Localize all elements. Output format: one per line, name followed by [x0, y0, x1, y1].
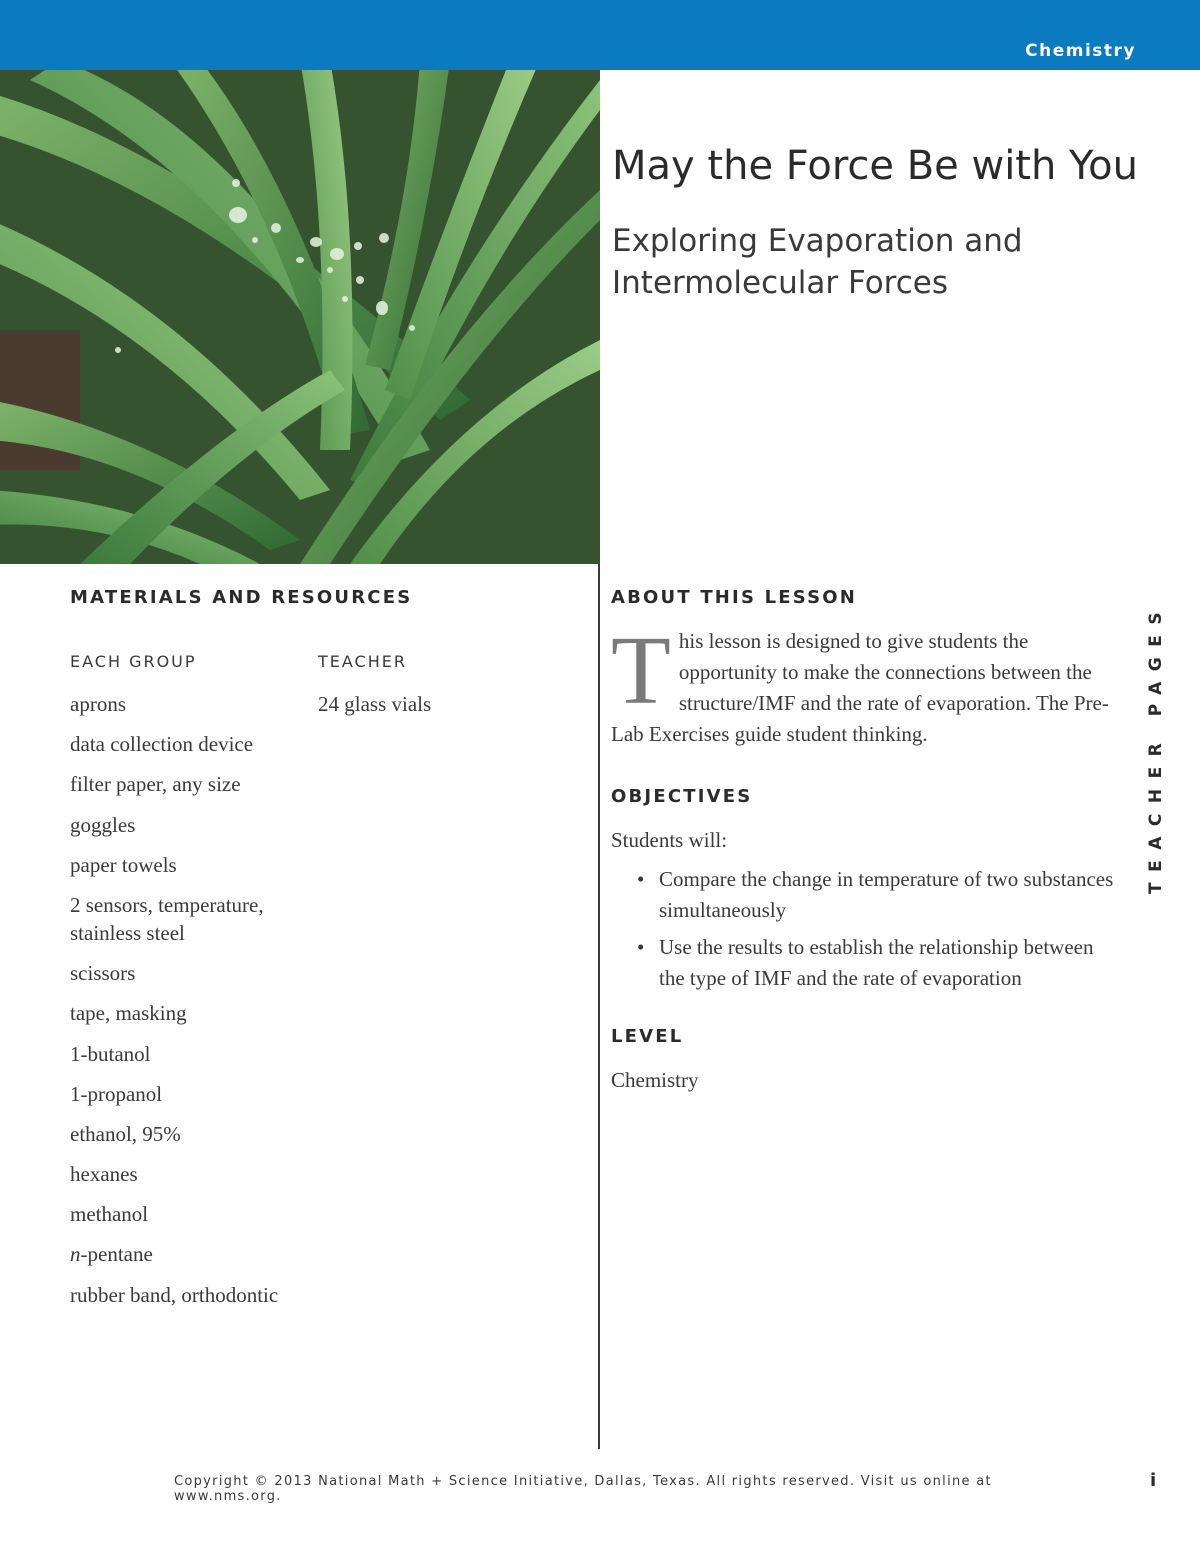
list-item: ethanol, 95%	[70, 1121, 181, 1146]
teacher-heading: TEACHER	[318, 652, 407, 671]
materials-heading: MATERIALS AND RESOURCES	[70, 587, 413, 608]
column-divider	[598, 564, 600, 1449]
header-bar	[0, 0, 1200, 70]
level-section	[611, 1026, 1116, 1096]
about-text-paragraph	[611, 617, 1116, 750]
title-block	[612, 138, 1172, 304]
teacher-pages-tab	[1146, 598, 1166, 898]
teacher-pages-label: TEACHER PAGES	[1146, 601, 1166, 894]
objectives-section	[611, 786, 1116, 994]
page-subtitle: Exploring Evaporation and Intermolecular Forces	[612, 223, 1023, 301]
list-item: • Compare the change in temperature of two substances simultaneously	[659, 864, 1116, 926]
list-item: aprons	[70, 692, 126, 716]
objectives-intro: Students will:	[611, 828, 728, 852]
list-item: 24 glass vials	[318, 692, 432, 716]
list-item: paper towels	[70, 852, 177, 877]
list-item: 2 sensors, temperature, stainless steel	[70, 892, 264, 945]
cover-photo	[0, 70, 600, 564]
list-item: hexanes	[70, 1162, 138, 1187]
objectives-list	[611, 864, 1116, 994]
list-item: data collection device	[70, 732, 254, 757]
about-heading: ABOUT THIS LESSON	[611, 587, 858, 608]
list-item: tape, masking	[70, 1001, 187, 1026]
list-item: 1-butanol	[70, 1041, 151, 1066]
drop-cap: T	[611, 617, 671, 725]
list-item: • Use the results to establish the relationship between the type of IMF and the rate of evaporation	[659, 932, 1116, 994]
leaves-icon	[0, 70, 600, 564]
each-group-heading: EACH GROUP	[70, 652, 197, 671]
page-number: i	[1150, 1470, 1157, 1491]
page-title: May the Force Be with You	[612, 143, 1138, 189]
list-item-pentane: n-pentane	[70, 1242, 153, 1267]
about-section	[611, 587, 1116, 1096]
list-item: methanol	[70, 1202, 149, 1227]
teacher-materials-list	[318, 690, 518, 718]
footer-copyright: Copyright © 2013 National Math + Science Initiative, Dallas, Texas. All rights reserved. Visit us online at www.nms.org.	[174, 1474, 992, 1504]
list-item: scissors	[70, 961, 136, 986]
objectives-heading: OBJECTIVES	[611, 786, 753, 807]
subject-label: Chemistry	[1025, 41, 1136, 61]
group-materials-list	[70, 690, 310, 1321]
list-item: filter paper, any size	[70, 772, 241, 797]
materials-section	[70, 587, 580, 1307]
list-item: goggles	[70, 812, 136, 837]
list-item: rubber band, orthodontic	[70, 1282, 279, 1307]
level-heading: LEVEL	[611, 1026, 684, 1047]
list-item: 1-propanol	[70, 1081, 163, 1106]
about-text: his lesson is designed to give students the opportunity to make the connections between the structure/IMF and the rate of evaporation. The Pre-Lab Exercises guide student thinking.	[611, 629, 1109, 746]
level-value: Chemistry	[611, 1068, 699, 1092]
